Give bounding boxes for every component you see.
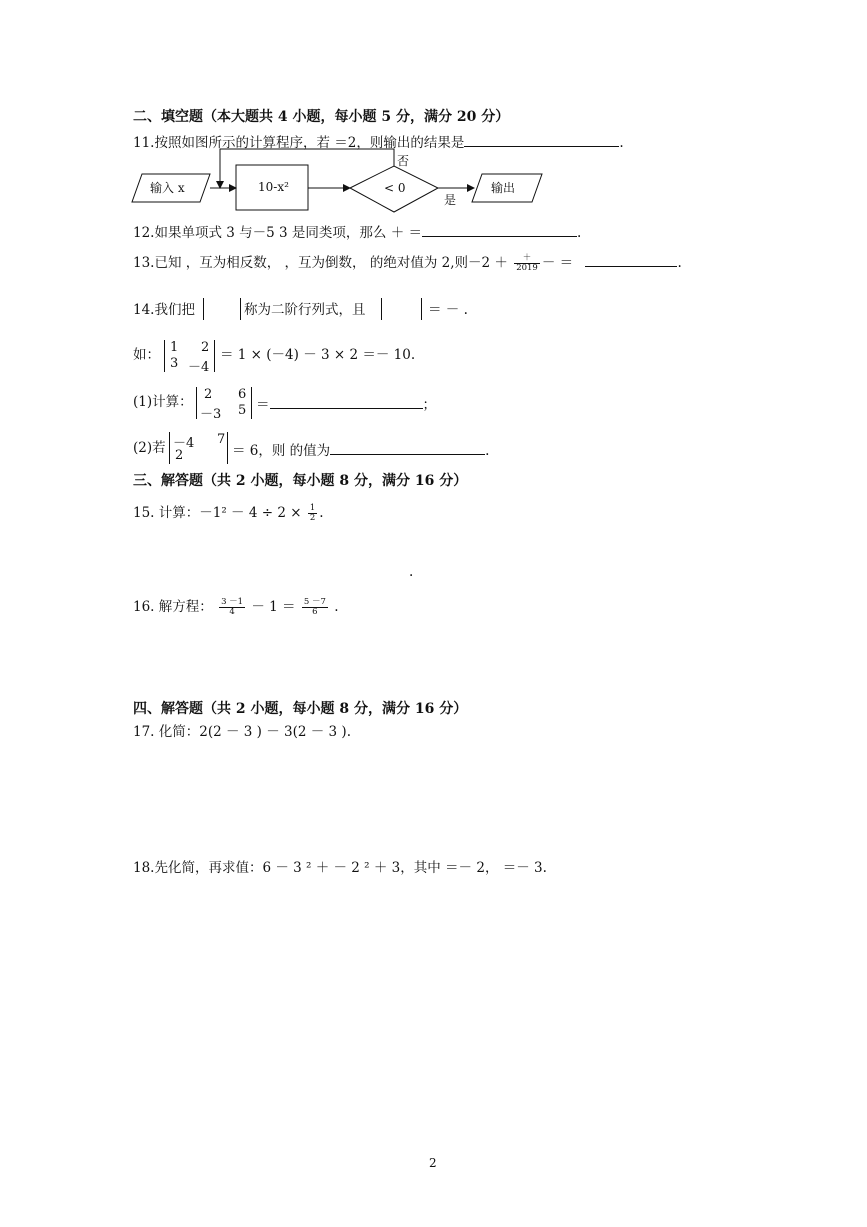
flowchart-11	[128, 148, 548, 218]
flow-output-label: 输出	[491, 181, 516, 195]
example-m22: －4	[188, 360, 210, 375]
flow-input-label: 输入 x	[150, 181, 185, 195]
p1-m21: －3	[200, 407, 222, 422]
flow-yes-label: 是	[444, 193, 457, 207]
q14-part2-prefix: (2)若	[133, 440, 166, 456]
example-rhs: ＝ 1 × (－4) － 3 × 2 ＝－ 10.	[220, 347, 416, 363]
p1-end: ；	[422, 397, 436, 413]
p1-eq: ＝	[256, 397, 270, 413]
question-13-text: 13.已知 ，互为相反数， ，互为倒数， 的绝对值为 2,则－2 ＋	[133, 255, 508, 271]
question-12	[133, 224, 581, 241]
flow-process-label: 10-x²	[258, 180, 289, 194]
section-4-heading: 四、解答题（共 2 小题，每小题 8 分，满分 16 分）	[133, 701, 468, 717]
example-prefix: 如：	[133, 347, 160, 363]
p1-m22: 5	[238, 403, 247, 418]
question-14-c: ＝ － .	[428, 302, 468, 318]
section-3-heading: 三、解答题（共 2 小题，每小题 8 分，满分 16 分）	[133, 473, 468, 489]
p2-bar-left	[169, 432, 170, 464]
p2-end: .	[485, 443, 490, 459]
q14-part2-answer	[232, 442, 489, 459]
section-2-heading: 二、填空题（本大题共 4 小题，每小题 5 分，满分 20 分）	[133, 109, 510, 125]
question-16-fraction-2	[302, 598, 328, 617]
p2-m11: －4	[173, 436, 195, 451]
question-11-end: .	[619, 135, 624, 151]
stray-dot: .	[409, 564, 414, 580]
page-number: 2	[429, 1156, 437, 1170]
frac-13-den: 2019	[516, 263, 538, 273]
question-16-fraction-1	[219, 598, 245, 617]
p2-bar-right	[227, 432, 228, 464]
frac-15-den: 2	[309, 512, 316, 523]
frac-16a-num: 3 －1	[221, 597, 244, 607]
q14-part1-answer	[256, 396, 436, 413]
p1-bar-right	[251, 387, 252, 419]
question-13-fraction	[514, 254, 540, 273]
frac-15-num: 1	[309, 503, 316, 513]
question-13-tail: － ＝	[541, 255, 574, 271]
question-13	[133, 254, 682, 273]
flow-no-label: 否	[397, 154, 410, 168]
det-bar-2	[240, 298, 241, 320]
question-15-text: 15. 计算：－1² － 4 ÷ 2 ×	[133, 504, 302, 521]
answer-blank-14-1	[270, 396, 423, 409]
question-15-fraction	[308, 504, 317, 523]
p1-m11: 2	[204, 387, 213, 402]
question-12-end: .	[576, 225, 582, 241]
question-15	[133, 504, 324, 523]
question-13-end: .	[677, 255, 682, 271]
question-16	[133, 598, 338, 617]
question-16-text: 16. 解方程：	[133, 598, 213, 615]
p1-bar-left	[196, 387, 197, 419]
det-bar-4	[421, 298, 422, 320]
example-m11: 1	[170, 340, 179, 355]
example-m21: 3	[170, 356, 179, 371]
flow-loop-line	[220, 149, 394, 186]
answer-blank-12	[422, 224, 577, 237]
question-17: 17. 化简：2(2 － 3 ) － 3(2 － 3 ).	[133, 724, 351, 740]
det-bar-1	[203, 298, 204, 320]
question-11-text: 11.按照如图所示的计算程序，若 ＝2，则输出的结果是	[133, 135, 465, 151]
flow-decision-label: < 0	[384, 181, 406, 195]
p2-m21: 2	[175, 448, 184, 463]
question-18: 18.先化简，再求值：6 － 3 ² ＋ － 2 ² ＋ 3，其中 ＝－ 2， ＝－ 3.	[133, 860, 547, 876]
question-14-a: 14.我们把	[133, 302, 195, 318]
example-m12: 2	[201, 340, 210, 355]
det-bar-3	[381, 298, 382, 320]
frac-16b-den: 6	[312, 606, 318, 617]
q14-part1-prefix: (1)计算：	[133, 394, 193, 410]
example-bar-right	[214, 340, 215, 372]
answer-blank-11	[464, 134, 619, 147]
p2-m12: 7	[217, 432, 226, 447]
question-12-text: 12.如果单项式 3 与－5 3 是同类项，那么 ＋ ＝	[133, 225, 422, 241]
answer-blank-13	[585, 254, 677, 267]
question-16-end: .	[334, 598, 339, 615]
p1-m12: 6	[238, 387, 247, 402]
answer-blank-14-2	[330, 442, 485, 455]
frac-13-num: ＋	[514, 254, 540, 264]
example-bar-left	[164, 340, 165, 372]
question-15-end: .	[319, 504, 324, 521]
question-16-mid: － 1 ＝	[251, 598, 296, 615]
frac-16b-num: 5 －7	[303, 597, 326, 607]
frac-16a-den: 4	[229, 606, 235, 617]
question-14-b: 称为二阶行列式，且	[244, 302, 366, 318]
p2-rhs: ＝ 6，则 的值为	[232, 443, 331, 459]
